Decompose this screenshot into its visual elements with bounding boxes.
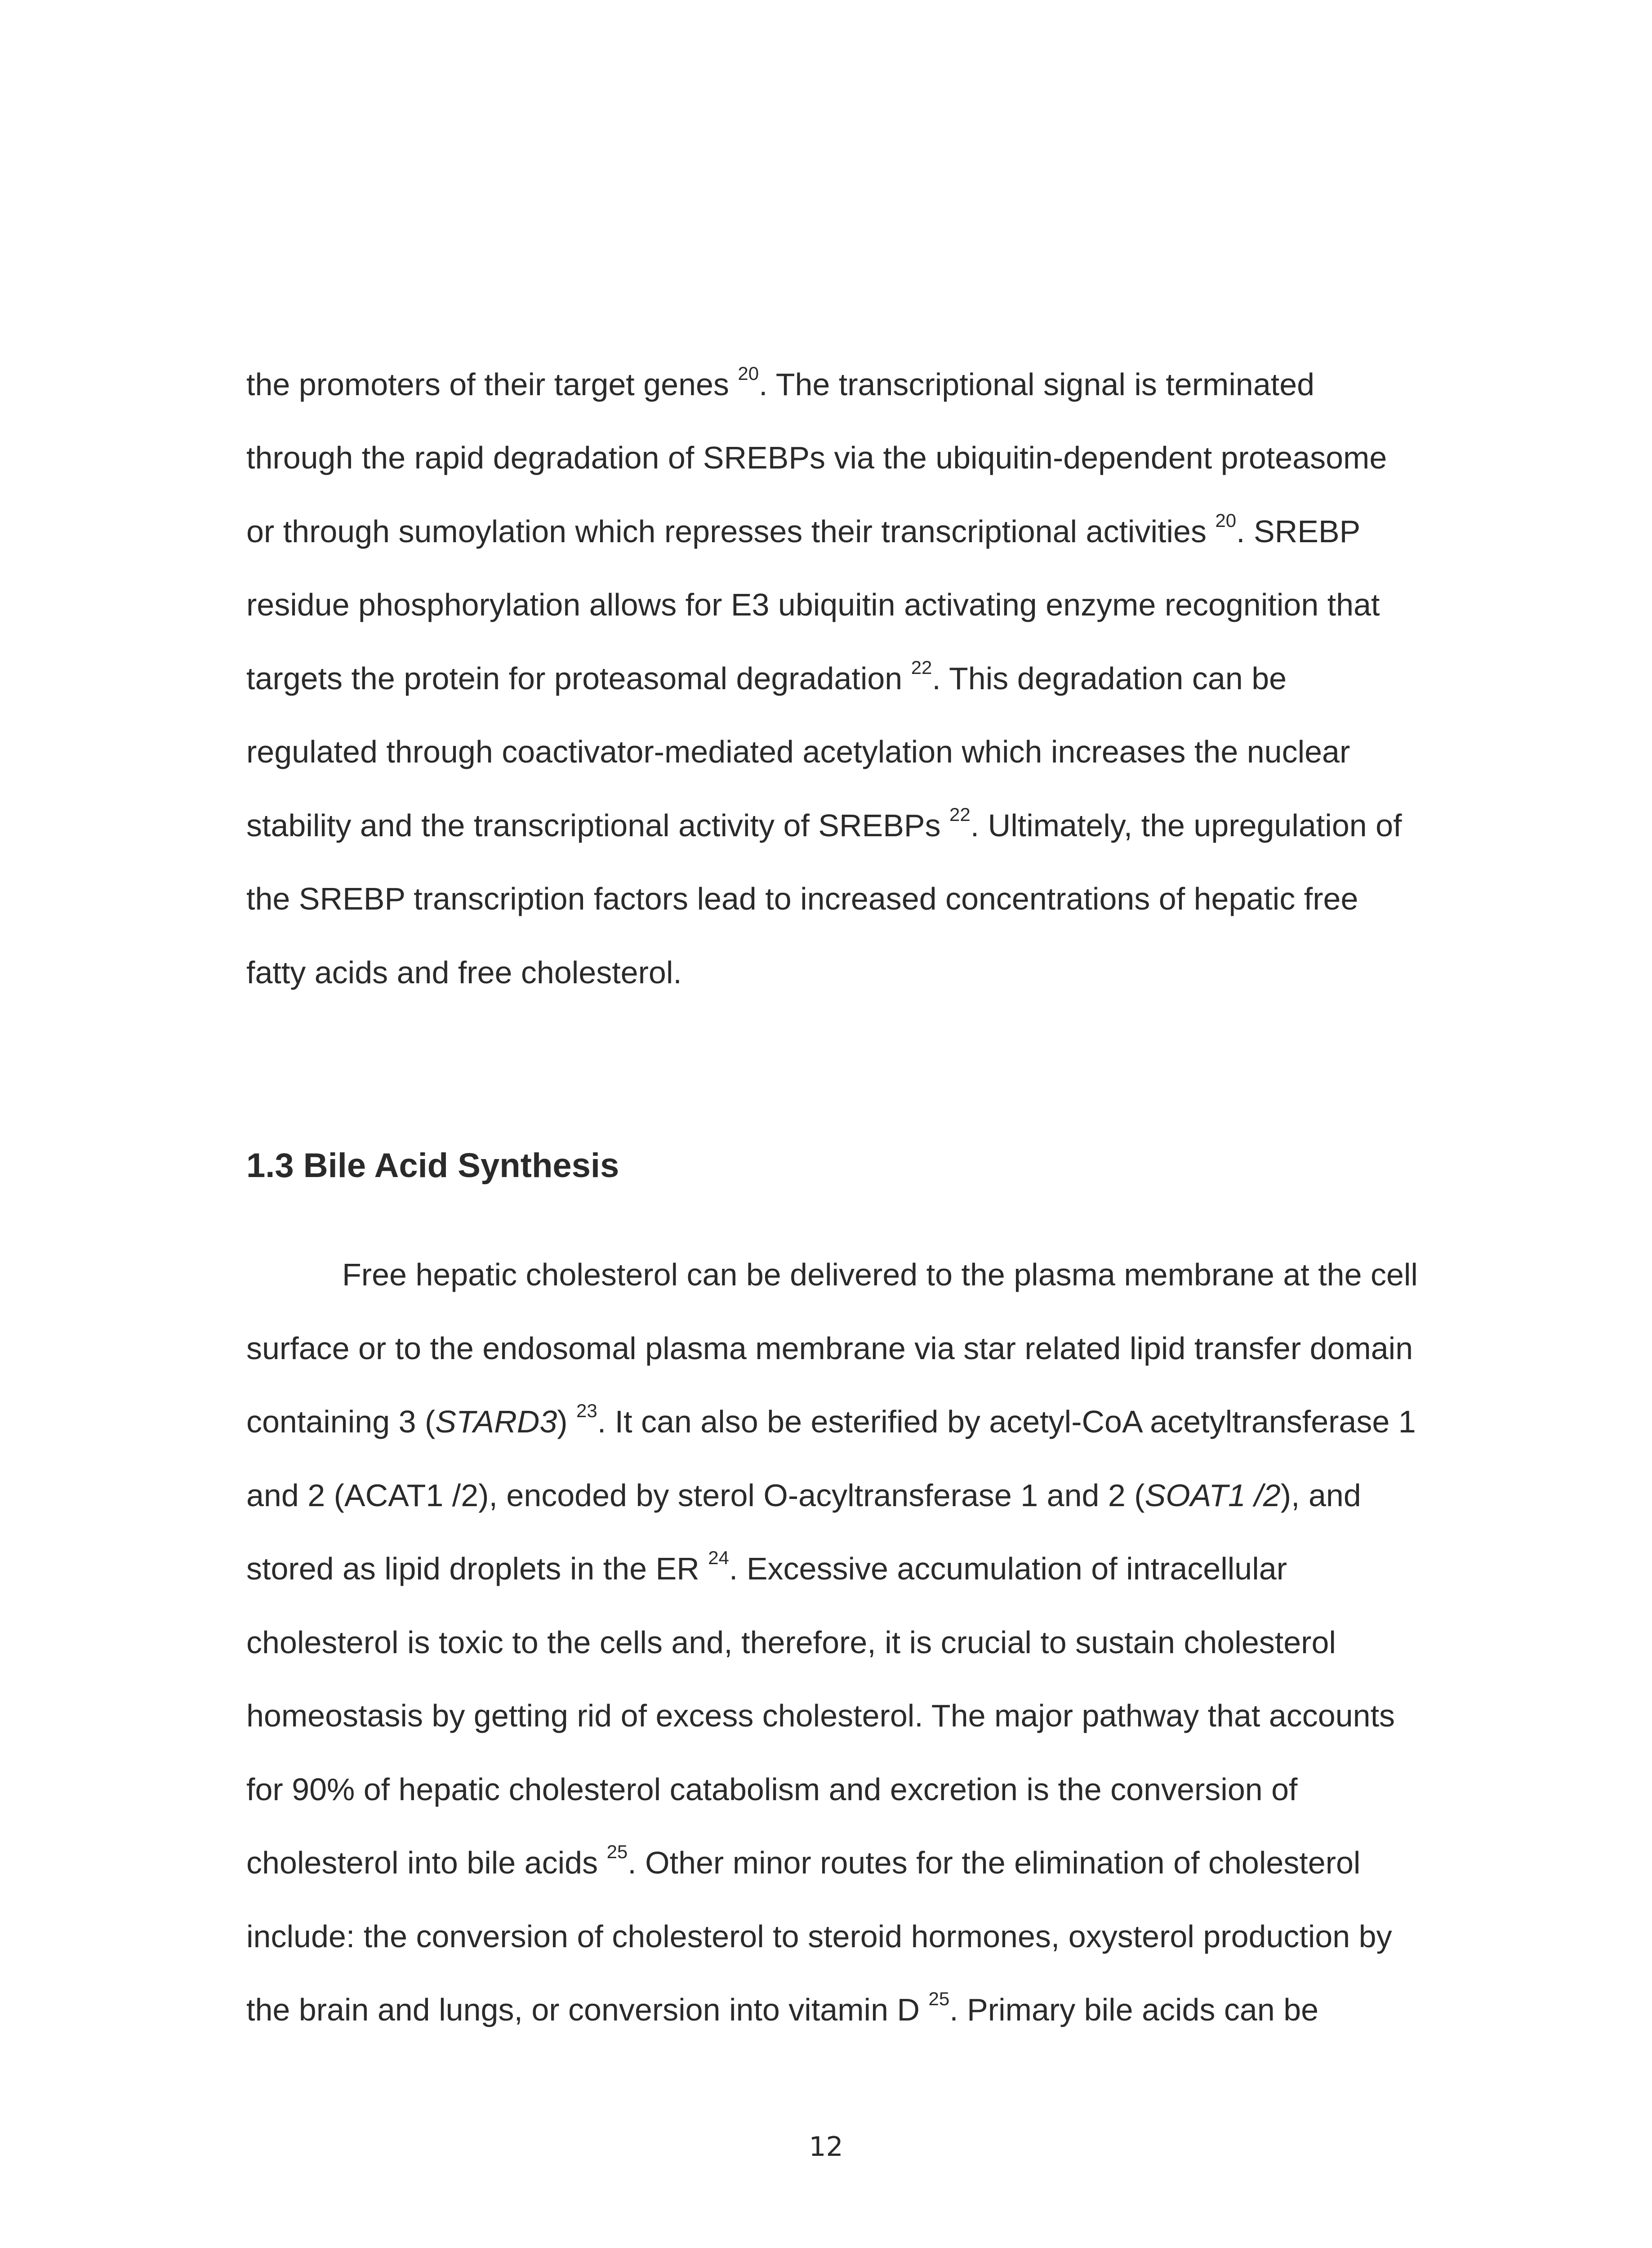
paragraph-1-line-5 bbox=[246, 658, 1287, 699]
gene-name-italic: SOAT1 /2 bbox=[1144, 1478, 1281, 1513]
paragraph-1-line-2 bbox=[246, 437, 1387, 478]
text-span: homeostasis by getting rid of excess cholesterol. The major pathway that accounts bbox=[246, 1698, 1395, 1733]
paragraph-1-line-6 bbox=[246, 731, 1350, 772]
citation-superscript: 24 bbox=[708, 1547, 729, 1568]
paragraph-2-line-1 bbox=[342, 1254, 1418, 1295]
text-span: through the rapid degradation of SREBPs via the ubiquitin-dependent proteasome bbox=[246, 440, 1387, 475]
paragraph-2-line-9 bbox=[246, 1842, 1360, 1883]
text-span: stored as lipid droplets in the ER bbox=[246, 1551, 708, 1586]
text-span: . It can also be esterified by acetyl-CoA acetyltransferase 1 bbox=[597, 1404, 1416, 1439]
paragraph-2-line-8 bbox=[246, 1769, 1298, 1810]
text-span: regulated through coactivator-mediated acetylation which increases the nuclear bbox=[246, 734, 1350, 769]
text-span: surface or to the endosomal plasma membrane via star related lipid transfer domain bbox=[246, 1331, 1413, 1366]
paragraph-2-line-4 bbox=[246, 1475, 1361, 1516]
paragraph-1-line-7 bbox=[246, 805, 1402, 846]
text-span: fatty acids and free cholesterol. bbox=[246, 955, 682, 990]
text-span: . Ultimately, the upregulation of bbox=[970, 808, 1402, 843]
text-span: containing 3 ( bbox=[246, 1404, 436, 1439]
paragraph-2-line-5 bbox=[246, 1548, 1287, 1589]
paragraph-2-line-3 bbox=[246, 1401, 1416, 1442]
paragraph-1-line-1 bbox=[246, 364, 1314, 405]
citation-superscript: 22 bbox=[949, 803, 971, 825]
text-span: for 90% of hepatic cholesterol catabolism and excretion is the conversion of bbox=[246, 1772, 1298, 1807]
text-span: ), and bbox=[1280, 1478, 1361, 1513]
paragraph-1-line-4 bbox=[246, 584, 1380, 625]
gene-name-italic: STARD3 bbox=[435, 1404, 557, 1439]
text-span: . SREBP bbox=[1236, 514, 1361, 549]
text-span: stability and the transcriptional activity of SREBPs bbox=[246, 808, 950, 843]
text-span: . Other minor routes for the elimination of cholesterol bbox=[628, 1845, 1361, 1880]
citation-superscript: 25 bbox=[606, 1841, 628, 1862]
text-span: residue phosphorylation allows for E3 ubiquitin activating enzyme recognition that bbox=[246, 587, 1380, 622]
text-span: cholesterol is toxic to the cells and, therefore, it is crucial to sustain cholesterol bbox=[246, 1625, 1336, 1660]
citation-superscript: 20 bbox=[738, 362, 759, 384]
document-page bbox=[246, 0, 1469, 2248]
text-span: . Primary bile acids can be bbox=[949, 1992, 1319, 2027]
text-span: the SREBP transcription factors lead to increased concentrations of hepatic free bbox=[246, 881, 1358, 916]
citation-superscript: 23 bbox=[576, 1400, 597, 1421]
citation-superscript: 25 bbox=[928, 1988, 950, 2009]
paragraph-2-line-11 bbox=[246, 1989, 1318, 2030]
text-span: the brain and lungs, or conversion into vitamin D bbox=[246, 1992, 929, 2027]
text-span: Free hepatic cholesterol can be delivered to the plasma membrane at the cell bbox=[342, 1257, 1418, 1292]
paragraph-2-line-2 bbox=[246, 1328, 1413, 1369]
section-heading: 1.3 Bile Acid Synthesis bbox=[246, 1146, 619, 1185]
text-span: ) bbox=[557, 1404, 577, 1439]
citation-superscript: 22 bbox=[911, 656, 932, 678]
page-number: 12 bbox=[809, 2131, 843, 2163]
paragraph-2-line-10 bbox=[246, 1916, 1392, 1957]
paragraph-1-line-9 bbox=[246, 952, 682, 993]
text-span: and 2 (ACAT1 /2), encoded by sterol O-acyltransferase 1 and 2 ( bbox=[246, 1478, 1145, 1513]
text-span: . This degradation can be bbox=[932, 661, 1287, 696]
citation-superscript: 20 bbox=[1215, 509, 1237, 531]
paragraph-2-line-6 bbox=[246, 1622, 1336, 1663]
paragraph-1-line-8 bbox=[246, 879, 1358, 919]
text-span: . Excessive accumulation of intracellular bbox=[729, 1551, 1287, 1586]
text-span: targets the protein for proteasomal degradation bbox=[246, 661, 911, 696]
paragraph-2-line-7 bbox=[246, 1695, 1395, 1736]
text-span: or through sumoylation which represses their transcriptional activities bbox=[246, 514, 1216, 549]
text-span: the promoters of their target genes bbox=[246, 367, 738, 402]
paragraph-1-line-3 bbox=[246, 511, 1360, 552]
text-span: include: the conversion of cholesterol to steroid hormones, oxysterol production by bbox=[246, 1919, 1392, 1954]
text-span: . The transcriptional signal is terminated bbox=[759, 367, 1315, 402]
text-span: cholesterol into bile acids bbox=[246, 1845, 607, 1880]
